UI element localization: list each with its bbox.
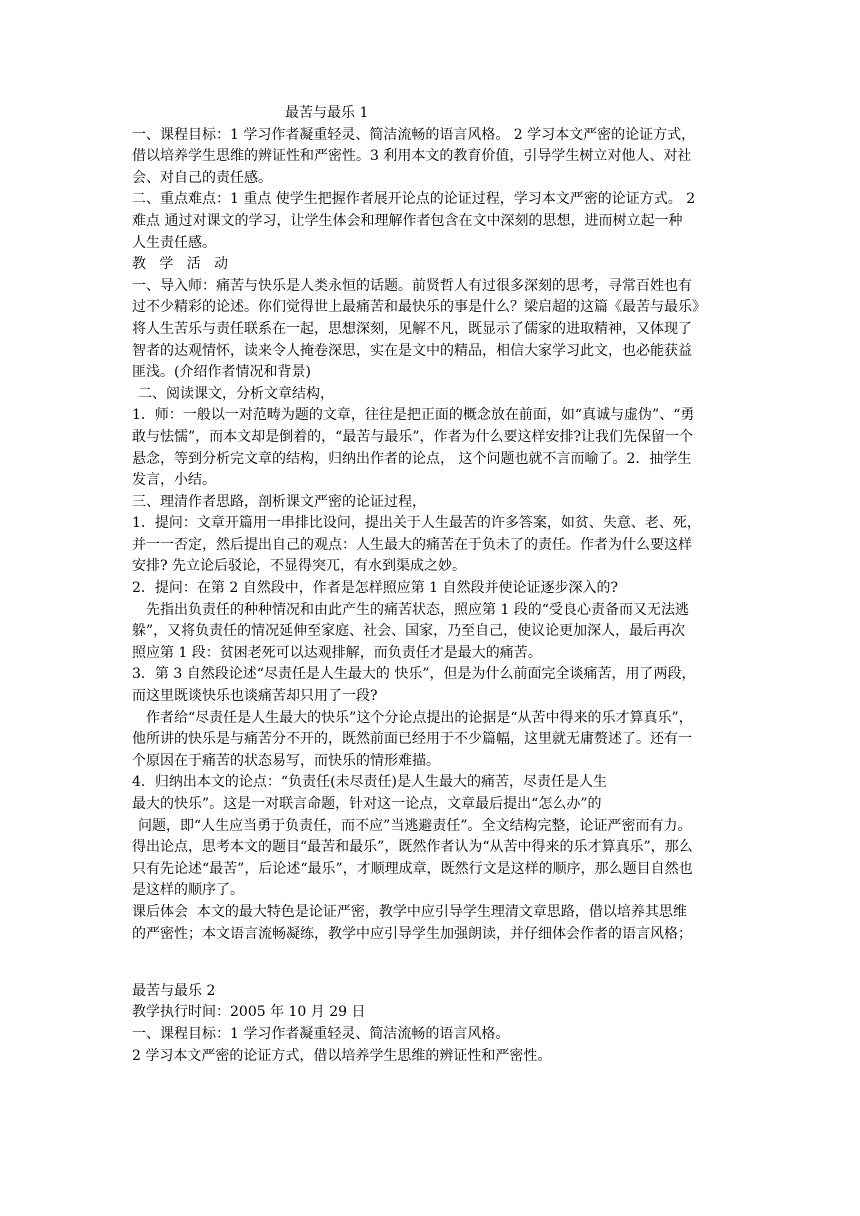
text-line: 智者的达观情怀，读来令人掩卷深思，实在是文中的精品，相信大家学习此文，也必能获益 — [132, 342, 692, 359]
text-line: 问题，即“人生应当勇于负责任，而不应”当逃避责任”。全文结构完整，论证严密而有力。 — [138, 817, 692, 834]
text-line: 照应第 1 段：贫困老死可以达观排解，而负责任才是最大的痛苦。 — [132, 644, 542, 661]
text-line: 一、课程目标：1 学习作者凝重轻灵、简洁流畅的语言风格。 2 学习本文严密的论证方式， — [132, 126, 696, 143]
text-line: 而这里既谈快乐也谈痛苦却只用了一段? — [132, 688, 378, 705]
text-line: 教学执行时间：2005 年 10 月 29 日 — [132, 1004, 366, 1021]
text-line: 个原因在于痛苦的状态易写，而快乐的情形难描。 — [132, 752, 440, 769]
text-line: 躲”，又将负责任的情况延伸至家庭、社会、国家，乃至自己，使议论更加深人，最后再次 — [132, 623, 686, 640]
document-title-2: 最苦与最乐 2 — [132, 982, 216, 999]
text-line: 得出论点，思考本文的题目“最苦和最乐”，既然作者认为“从苦中得来的乐才算真乐”，那么 — [132, 839, 693, 856]
text-line: 借以培养学生思维的辨证性和严密性。3 利用本文的教育价值，引导学生树立对他人、对社 — [132, 148, 692, 165]
text-line: 只有先论述“最苦”，后论述“最乐”，才顺理成章，既然行文是这样的顺序，那么题目自然也 — [132, 860, 693, 877]
text-line: 难点 通过对课文的学习，让学生体会和理解作者包含在文中深刻的思想，进而树立起一种 — [132, 212, 683, 229]
text-line: 1．提问：文章开篇用一串排比设问，提出关于人生最苦的许多答案，如贫、失意、老、死， — [132, 515, 701, 532]
text-line: 发言，小结。 — [132, 472, 216, 489]
text-line: 过不少精彩的论述。你们觉得世上最痛苦和最快乐的事是什么？梁启超的这篇《最苦与最乐》 — [132, 299, 706, 316]
text-line: 安排? 先立论后驳论，不显得突兀，有水到渠成之妙。 — [132, 558, 466, 575]
text-line: 作者给“尽责任是人生最大的快乐”这个分论点提出的论据是“从苦中得来的乐才算真乐”， — [146, 709, 693, 726]
text-line: 匪浅。(介绍作者情况和背景) — [132, 364, 311, 381]
activity-heading: 教 学 活 动 — [132, 256, 229, 273]
text-line: 2．提问：在第 2 自然段中，作者是怎样照应第 1 自然段并使论证逐步深入的? — [132, 580, 619, 597]
section-heading: 三、理清作者思路，剖析课文严密的论证过程， — [132, 493, 426, 510]
text-line: 人生责任感。 — [132, 234, 216, 251]
text-line: 将人生苦乐与责任联系在一起，思想深刻，见解不凡，既显示了儒家的进取精神，又体现了 — [132, 320, 692, 337]
text-line: 一、导入师：痛苦与快乐是人类永恒的话题。前贤哲人有过很多深刻的思考，寻常百姓也有 — [132, 277, 692, 294]
text-line: 的严密性；本文语言流畅凝练，教学中应引导学生加强朗读，并仔细体会作者的语言风格； — [132, 925, 692, 942]
section-heading: 二、阅读课文，分析文章结构， — [138, 385, 334, 402]
text-line: 并一一否定，然后提出自己的观点：人生最大的痛苦在于负未了的责任。作者为什么要这样 — [132, 536, 692, 553]
text-line: 1．师：一般以一对范畴为题的文章，往往是把正面的概念放在前面，如“真诚与虚伪”、“勇 — [132, 407, 695, 424]
text-line: 3．第 3 自然段论述“尽责任是人生最大的 快乐”，但是为什么前面完全谈痛苦，用了两段， — [132, 666, 696, 683]
text-line: 课后体会 本文的最大特色是论证严密，教学中应引导学生理清文章思路，借以培养其思维 — [132, 903, 687, 920]
text-line: 悬念，等到分析完文章的结构，归纳出作者的论点， 这个问题也就不言而喻了。2．抽学生 — [132, 450, 692, 467]
text-line: 先指出负责任的种种情况和由此产生的痛苦状态，照应第 1 段的“受良心责备而又无法逃 — [146, 601, 689, 618]
text-line: 敢与怯懦”，而本文却是倒着的，“最苦与最乐”，作者为什么要这样安排?让我们先保留一个 — [132, 428, 693, 445]
document-page — [132, 103, 732, 1067]
text-line: 是这样的顺序了。 — [132, 882, 244, 899]
text-line: 他所讲的快乐是与痛苦分不开的，既然前面已经用于不少篇幅，这里就无庸赘述了。还有一 — [132, 731, 692, 748]
text-line: 会、对自己的责任感。 — [132, 169, 272, 186]
spacer — [132, 967, 732, 981]
text-line: 二、重点难点：1 重点 使学生把握作者展开论点的论证过程，学习本文严密的论证方式。 2 — [132, 191, 696, 208]
blank-line — [132, 945, 732, 967]
text-line: 4．归纳出本文的论点：“负责任(未尽责任)是人生最大的痛苦，尽责任是人生 — [132, 774, 607, 791]
document-title-1: 最苦与最乐 1 — [285, 105, 369, 121]
text-line: 最大的快乐”。这是一对联言命题，针对这一论点，文章最后提出“怎么办”的 — [132, 796, 602, 812]
text-line: 2 学习本文严密的论证方式，借以培养学生思维的辨证性和严密性。 — [132, 1047, 552, 1064]
text-line: 一、课程目标：1 学习作者凝重轻灵、简洁流畅的语言风格。 — [132, 1025, 510, 1042]
